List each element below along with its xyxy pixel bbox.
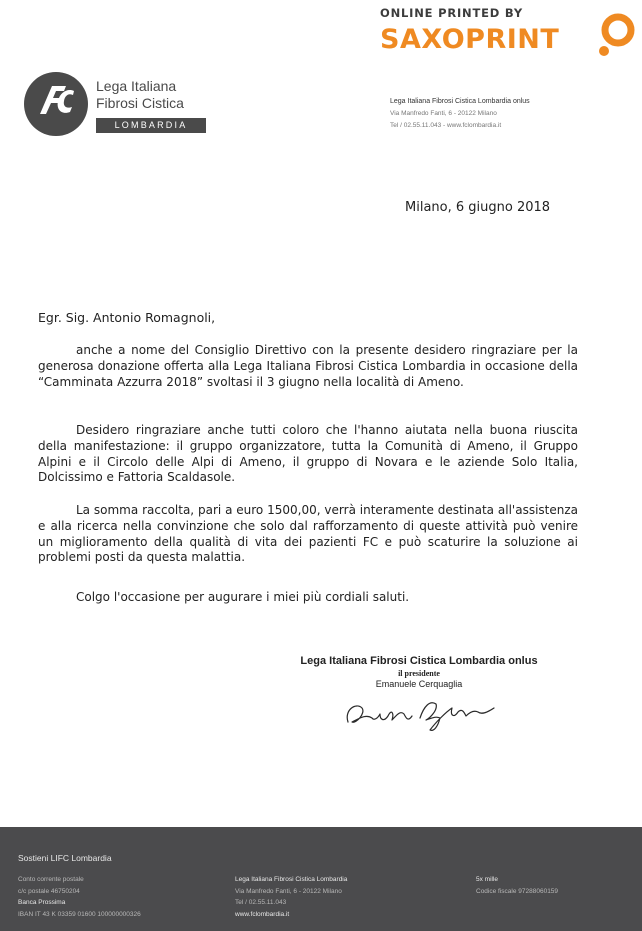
letter-paragraph-3: La somma raccolta, pari a euro 1500,00, verrà interamente destinata all'assistenza e alla ricerca nella convinzione che solo dal rafforzamento di queste attività può venire un miglioramento della qualità di vita dei pazienti FC e può scaturire la soluzione ai problemi posti da questa malattia. — [38, 503, 578, 565]
letter-date: Milano, 6 giugno 2018 — [405, 200, 551, 215]
closing-organization: Lega Italiana Fibrosi Cistica Lombardia onlus — [300, 655, 538, 667]
footer-address-info — [235, 874, 347, 920]
footer-title: Sostieni LIFC Lombardia — [18, 853, 112, 863]
footer-bank-line2: c/c postale 46750204 — [18, 887, 80, 895]
footer — [0, 827, 642, 931]
footer-bank-line1: Conto corrente postale — [18, 876, 84, 883]
printer-brand: SAXOPRINT — [380, 24, 560, 55]
footer-5x1000-line2: Codice fiscale 97288060159 — [476, 887, 559, 895]
saxoprint-logo-icon — [594, 10, 640, 62]
letter-paragraph-4: Colgo l'occasione per augurare i miei più cordiali saluti. — [76, 590, 410, 604]
footer-address-line1: Lega Italiana Fibrosi Cistica Lombardia — [235, 876, 348, 883]
footer-5x1000-line1: 5x mille — [476, 876, 499, 883]
organization-logo — [22, 70, 212, 142]
organization-region: LOMBARDIA — [96, 118, 206, 133]
footer-address-line2: Via Manfredo Fanti, 6 - 20122 Milano — [235, 887, 342, 895]
lifc-logo-icon — [22, 70, 90, 138]
salutation: Egr. Sig. Antonio Romagnoli, — [38, 310, 216, 325]
sender-address: Via Manfredo Fanti, 6 - 20122 Milano — [390, 110, 497, 117]
footer-bank-line3: Banca Prossima — [18, 899, 66, 906]
sender-address-block — [390, 96, 530, 132]
organization-name-line1: Lega Italiana — [96, 78, 177, 94]
printer-tagline: ONLINE PRINTED BY — [380, 6, 523, 20]
organization-name — [96, 78, 184, 112]
footer-address-line4: www.fclombardia.it — [235, 910, 290, 918]
footer-bank-line4: IBAN IT 43 K 03359 01600 100000000326 — [18, 910, 141, 918]
organization-name-line2: Fibrosi Cistica — [96, 95, 184, 111]
footer-address-line3: Tel / 02.55.11.043 — [235, 899, 287, 906]
handwritten-signature — [338, 688, 508, 736]
footer-bank-info — [18, 874, 141, 920]
printer-banner — [380, 4, 642, 66]
closing-role: il presidente — [398, 669, 440, 678]
sender-name: Lega Italiana Fibrosi Cistica Lombardia onlus — [390, 98, 530, 105]
sender-contacts: Tel / 02.55.11.043 - www.fclombardia.it — [390, 122, 502, 129]
closing-signer: Emanuele Cerquaglia — [375, 679, 463, 689]
letter-paragraph-2: Desidero ringraziare anche tutti coloro che l'hanno aiutata nella buona riuscita della manifestazione: il gruppo organizzatore, tutta la Comunità di Ameno, il Gruppo Alpini e il Circolo delle Alpi di Ameno, il gruppo di Novara e le aziende Solo Italia, Dolcissimo e Fattoria Scaldasole. — [38, 423, 578, 485]
letter-paragraph-1: anche a nome del Consiglio Direttivo con la presente desidero ringraziare per la generosa donazione offerta alla Lega Italiana Fibrosi Cistica Lombardia in occasione della “Camminata Azzurra 2018” svoltasi il 3 giugno nella località di Ameno. — [38, 343, 578, 389]
footer-5x1000-info — [476, 874, 558, 897]
